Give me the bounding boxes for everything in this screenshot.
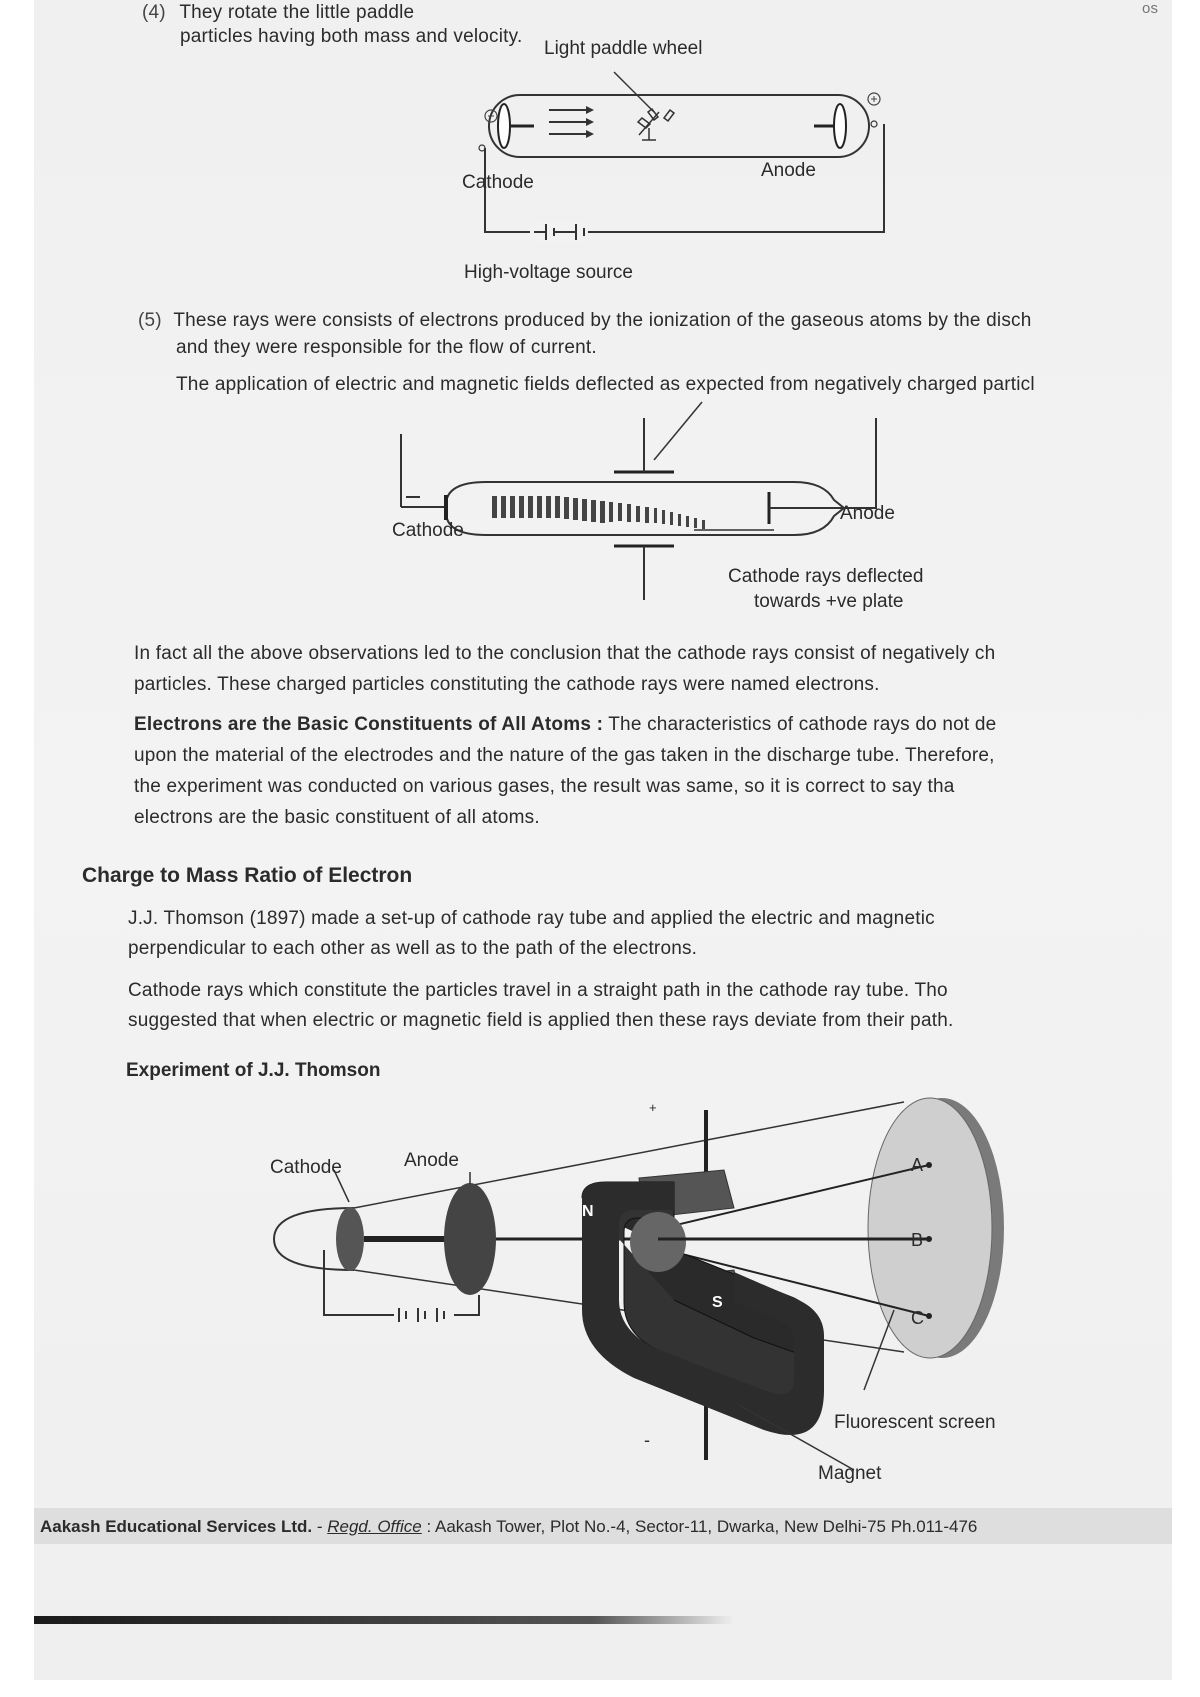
label-magnet: Magnet (818, 1463, 882, 1484)
conclusion-line1: In fact all the above observations led to the conclusion that the cathode rays consist of negatively ch (134, 643, 996, 664)
document-page (34, 0, 1172, 1680)
section-p1-line1: J.J. Thomson (1897) made a set-up of cathode ray tube and applied the electric and magnetic (128, 908, 935, 929)
thomson-experiment-diagram (34, 1090, 1172, 1510)
label-point-c: C (911, 1308, 924, 1328)
item4-text: They rotate the little paddle (179, 2, 415, 23)
footer-address: : Aakash Tower, Plot No.-4, Sector-11, Dwarka, New Delhi-75 Ph.011-476 (426, 1517, 978, 1536)
item5-line1 (138, 310, 1031, 332)
cathode-ray-beam (492, 496, 705, 529)
section-p2-line1: Cathode rays which constitute the particles travel in a straight path in the cathode ray tube. Tho (128, 980, 948, 1001)
page-bottom-shadow (34, 1616, 734, 1624)
footer-office-label: Regd. Office (327, 1517, 422, 1536)
label-fluorescent-screen: Fluorescent screen (834, 1412, 996, 1433)
conclusion-line2: particles. These charged particles constituting the cathode rays were named electrons. (134, 674, 880, 695)
section-heading: Charge to Mass Ratio of Electron (82, 864, 413, 887)
label-point-a: A (911, 1155, 924, 1175)
electrons-line3: the experiment was conducted on various gases, the result was same, so it is correct to say tha (134, 776, 955, 797)
edge-text: os (1142, 0, 1159, 17)
electrons-line4: electrons are the basic constituent of all atoms. (134, 807, 540, 828)
electrons-heading: Electrons are the Basic Constituents of All Atoms : (134, 714, 604, 735)
item5-number: (5) (138, 310, 162, 331)
item4-line2: particles having both mass and velocity. (180, 26, 523, 47)
section-p2-line2: suggested that when electric or magnetic field is applied then these rays deviate from their path. (128, 1010, 954, 1031)
label-deflected-line2: towards +ve plate (754, 591, 904, 612)
item4-number: (4) (142, 2, 166, 23)
electric-field-deflection-diagram (34, 400, 1172, 620)
footer-text: Aakash Educational Services Ltd. - Regd. Office : Aakash Tower, Plot No.-4, Sector-11, Dwarka, New Delhi-75 Ph.011-476 (40, 1517, 978, 1536)
label-south-pole: S (712, 1294, 723, 1311)
label-point-b: B (911, 1230, 924, 1250)
label-deflected-line1: Cathode rays deflected (728, 566, 924, 587)
section-p1-line2: perpendicular to each other as well as to the path of the electrons. (128, 938, 698, 959)
electrons-line2: upon the material of the electrodes and the nature of the gas taken in the discharge tube. Therefore, (134, 745, 995, 766)
label-cathode-2: Cathode (392, 520, 464, 541)
label-light-paddle-wheel: Light paddle wheel (544, 38, 703, 59)
label-cathode-1: Cathode (462, 172, 534, 193)
item5-text: These rays were consists of electrons produced by the ionization of the gaseous atoms by the disch (173, 310, 1032, 331)
label-high-voltage-source: High-voltage source (464, 262, 633, 283)
label-anode-3: Anode (404, 1150, 459, 1171)
footer-company: Aakash Educational Services Ltd. (40, 1517, 313, 1536)
item5-line2: and they were responsible for the flow of current. (176, 337, 597, 358)
experiment-subheading: Experiment of J.J. Thomson (126, 1060, 381, 1081)
electrons-line1 (134, 714, 996, 736)
label-cathode-3: Cathode (270, 1157, 342, 1178)
electrons-line1-text: The characteristics of cathode rays do not de (608, 714, 997, 735)
label-north-pole: N (582, 1203, 594, 1220)
label-anode-1: Anode (761, 160, 816, 181)
label-anode-2: Anode (840, 503, 895, 524)
label-plus-plate: + (649, 1100, 657, 1115)
label-minus-plate: - (644, 1430, 650, 1450)
item5-line3: The application of electric and magnetic fields deflected as expected from negatively charged particl (176, 374, 1035, 395)
